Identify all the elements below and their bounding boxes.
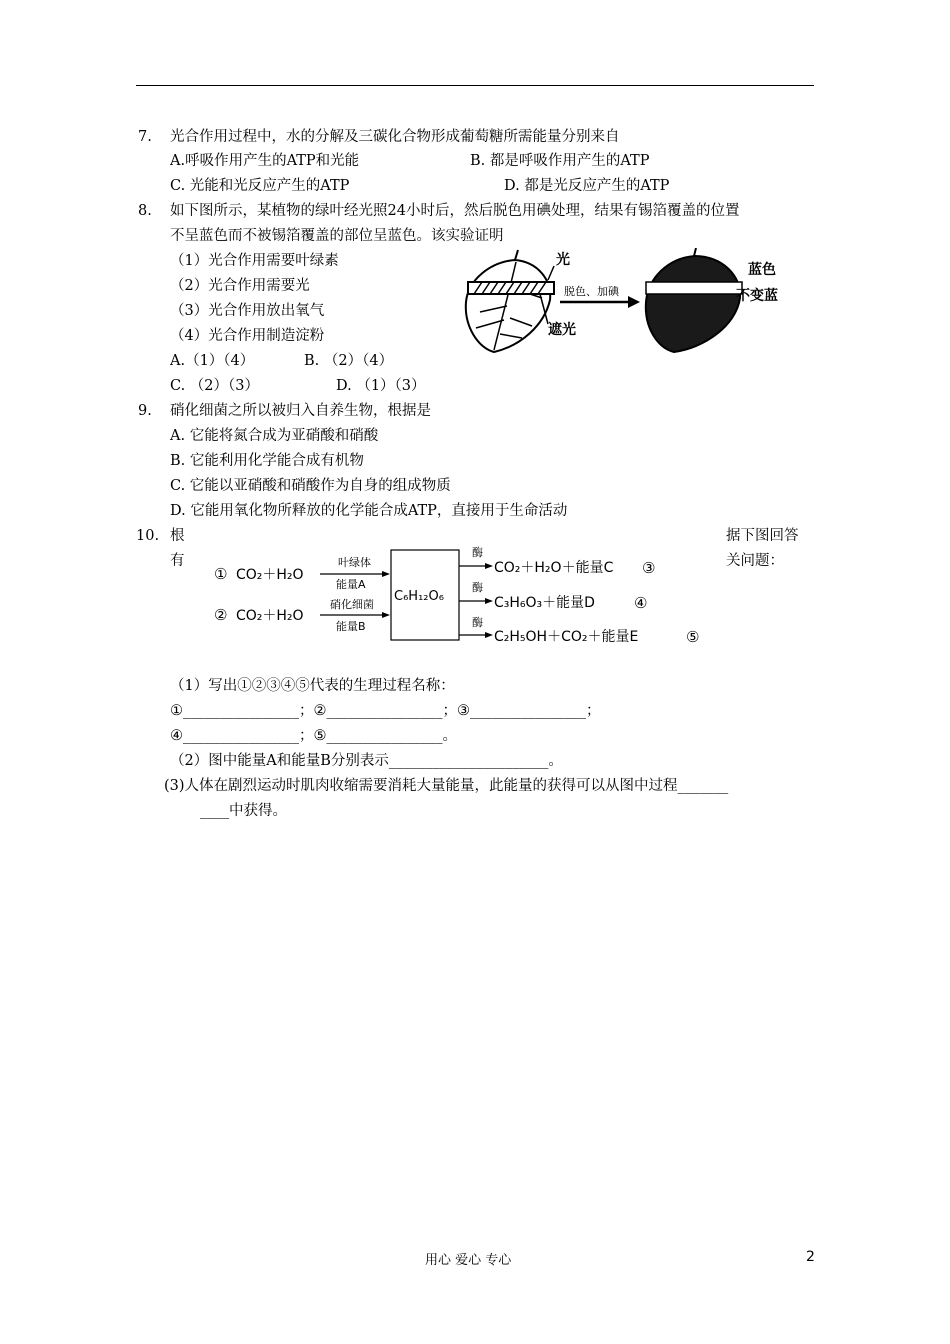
footer-motto: 用心 爱心 专心 [425,1253,512,1268]
label-light: 光 [556,252,570,268]
label-energy-a: 能量A [336,578,366,591]
option-a: A. 它能将氮合成为亚硝酸和硝酸 [170,428,379,444]
option-b: B. 都是呼吸作用产生的ATP [470,153,650,169]
question-stem-line1: 如下图所示，某植物的绿叶经光照24小时后，然后脱色用碘处理，结果有锡箔覆盖的位置 [170,203,740,219]
stem-left-2: 有 [170,553,185,569]
arrowhead-5 [485,632,493,638]
mark-2: ② [214,606,228,624]
stem-left-1: 根 [170,528,185,544]
enzyme-label-4: 酶 [472,581,483,594]
question-number: 7. [138,129,152,145]
product-4: C₃H₆O₃＋能量D [494,595,595,611]
option-d: D. 都是光反应产生的ATP [504,178,670,194]
arrowhead-1 [382,571,390,577]
label-process: 脱色、加碘 [564,285,619,298]
header-rule [136,85,814,86]
enzyme-label-5: 酶 [472,616,483,629]
statement-4: （4）光合作用制造淀粉 [170,328,325,344]
stem-right-2: 关问题： [726,553,784,569]
arrowhead-2 [382,612,390,618]
label-energy-b: 能量B [336,620,366,633]
leaf-experiment-figure [460,248,800,358]
subquestion-3-line1[interactable]: (3)人体在剧烈运动时肌肉收缩需要消耗大量能量，此能量的获得可以从图中过程_______ [164,778,729,794]
glucose-label: C₆H₁₂O₆ [394,589,444,604]
statement-2: （2）光合作用需要光 [170,278,310,294]
option-c: C. （2）（3） [170,378,259,394]
option-c: C. 它能以亚硝酸和硝酸作为自身的组成物质 [170,478,451,494]
question-stem-line2: 不呈蓝色而不被锡箔覆盖的部位呈蓝色。该实验证明 [170,228,504,244]
leaf-left-stalk [515,250,518,260]
question-stem: 硝化细菌之所以被归入自养生物，根据是 [170,403,431,419]
option-c: C. 光能和光反应产生的ATP [170,178,350,194]
arrowhead-3 [485,563,493,569]
option-b: B. （2）（4） [304,353,394,369]
label-shade: 遮光 [548,322,576,338]
light-ray [548,266,554,280]
mark-1: ① [214,565,228,583]
product-5: C₂H₅OH＋CO₂＋能量E [494,629,639,645]
question-number: 8. [138,203,152,219]
option-a: A.（1）（4） [170,353,255,369]
reactants-2: CO₂＋H₂O [236,608,304,624]
label-nitrifying-bacteria: 硝化细菌 [330,598,374,611]
leaf-right-stalk [694,248,696,256]
product-3: CO₂＋H₂O＋能量C [494,560,614,576]
answer-blanks-row1[interactable]: ①________________；②________________；③________________； [170,703,601,719]
question-stem: 光合作用过程中，水的分解及三碳化合物形成葡萄糖所需能量分别来自 [170,129,620,145]
reaction-diagram [210,544,710,648]
leaf-left-shape [466,260,550,352]
stem-right-1: 据下图回答 [726,528,799,544]
option-d: D. 它能用氧化物所释放的化学能合成ATP，直接用于生命活动 [170,503,568,519]
leaf-right-shape [646,256,740,352]
question-number: 10. [136,528,160,544]
subquestion-1: （1）写出①②③④⑤代表的生理过程名称： [170,678,455,694]
process-arrowhead [628,296,640,308]
mark-5: ⑤ [686,628,700,646]
arrowhead-4 [485,598,493,604]
question-number: 9. [138,403,152,419]
page-number: 2 [806,1249,815,1265]
label-chloroplast: 叶绿体 [338,556,371,569]
reactants-1: CO₂＋H₂O [236,567,304,583]
subquestion-2[interactable]: （2）图中能量A和能量B分别表示______________________。 [170,753,563,769]
label-not-blue: 不变蓝 [736,288,778,304]
answer-blanks-row2[interactable]: ④________________；⑤________________。 [170,728,457,744]
option-a: A.呼吸作用产生的ATP和光能 [170,153,360,169]
statement-3: （3）光合作用放出氧气 [170,303,325,319]
mark-4: ④ [634,594,648,612]
option-b: B. 它能利用化学能合成有机物 [170,453,364,469]
enzyme-label-3: 酶 [472,546,483,559]
label-blue: 蓝色 [748,262,776,278]
statement-1: （1）光合作用需要叶绿素 [170,253,339,269]
mark-3: ③ [642,559,656,577]
option-d: D. （1）（3） [336,378,426,394]
subquestion-3-line2[interactable]: ____中获得。 [200,803,287,819]
leaf-right-white-band [646,282,742,294]
